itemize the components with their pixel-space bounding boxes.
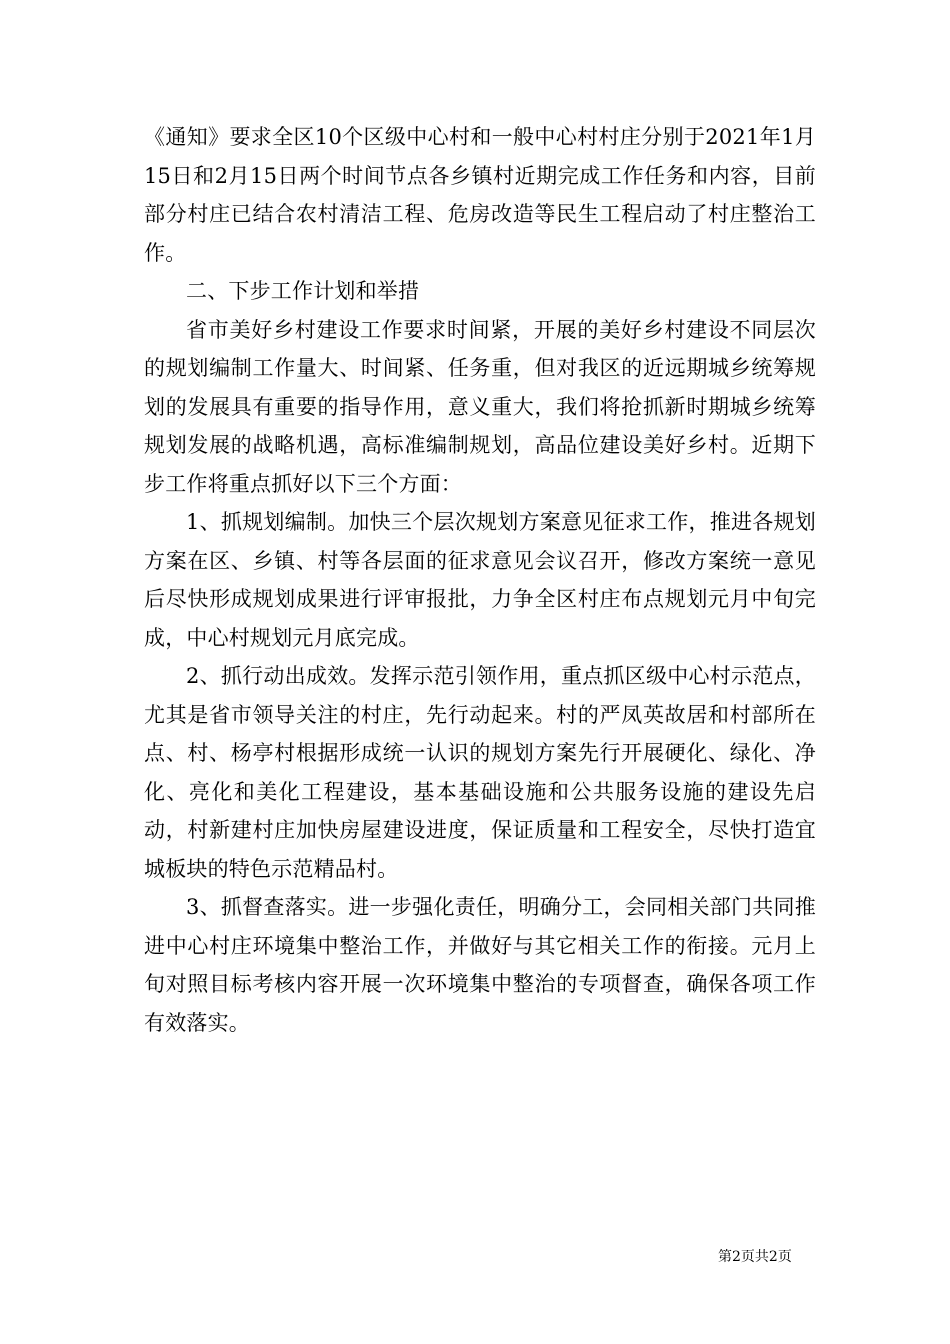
paragraph-intro: 省市美好乡村建设工作要求时间紧，开展的美好乡村建设不同层次的规划编制工作量大、时间紧、任务重，但对我区的近远期城乡统筹规划的发展具有重要的指导作用，意义重大，我们将抢抓新时期城乡统筹规划发展的战略机遇，高标准编制规划，高品位建设美好乡村。近期下步工作将重点抓好以下三个方面：: [144, 317, 816, 496]
document-body: [144, 118, 816, 1042]
section-heading: 二、下步工作计划和举措: [186, 279, 420, 303]
paragraph-item-3: 3、抓督查落实。进一步强化责任，明确分工，会同相关部门共同推进中心村庄环境集中整治工作，并做好与其它相关工作的衔接。元月上旬对照目标考核内容开展一次环境集中整治的专项督查，确保各项工作有效落实。: [144, 895, 816, 1035]
paragraph-item-1: 1、抓规划编制。加快三个层次规划方案意见征求工作，推进各规划方案在区、乡镇、村等各层面的征求意见会议召开，修改方案统一意见后尽快形成规划成果进行评审报批，力争全区村庄布点规划元月中旬完成，中心村规划元月底完成。: [144, 510, 816, 650]
paragraph-item-2: 2、抓行动出成效。发挥示范引领作用，重点抓区级中心村示范点，尤其是省市领导关注的村庄，先行动起来。村的严凤英故居和村部所在点、村、杨亭村根据形成统一认识的规划方案先行开展硬化、绿化、净化、亮化和美化工程建设，基本基础设施和公共服务设施的建设先启动，村新建村庄加快房屋建设进度，保证质量和工程安全，尽快打造宜城板块的特色示范精品村。: [144, 664, 816, 881]
paragraph-continuation: 《通知》要求全区10个区级中心村和一般中心村村庄分别于2021年1月15日和2月15日两个时间节点各乡镇村近期完成工作任务和内容，目前部分村庄已结合农村清洁工程、危房改造等民生工程启动了村庄整治工作。: [144, 125, 816, 265]
page-footer: 第2页共2页: [718, 1249, 792, 1265]
